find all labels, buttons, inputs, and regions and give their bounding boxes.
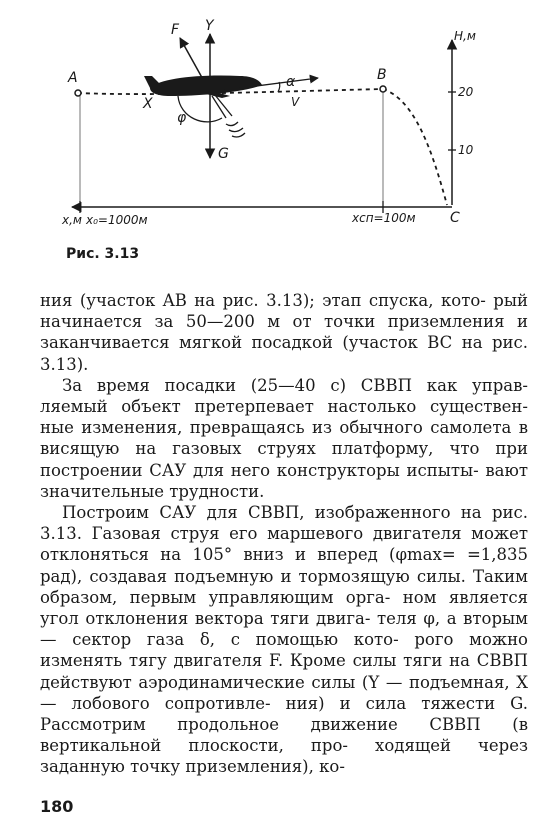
text-line: рого можно изменять тягу двигателя F. Кроме — [40, 630, 528, 671]
label-v: V — [291, 95, 300, 109]
text-line: ные изменения, превращаясь из обычного самолета — [40, 418, 512, 438]
text-line: силы. Таким образом, первым управляющим орга- — [40, 566, 528, 607]
label-y: Y — [205, 18, 214, 34]
label-a: A — [68, 70, 78, 86]
text-line: ном является угол отклонения вектора тяги двига- — [40, 587, 528, 629]
label-x0: x₀=1000м — [86, 213, 148, 227]
paragraph — [40, 375, 528, 502]
text-line: и заканчивается мягкой посадкой (участок BC на — [40, 312, 528, 353]
label-xsp: xсп=100м — [352, 211, 416, 225]
text-line: ния (участок AB на рис. 3.13); этап спуска, кото- — [40, 291, 486, 310]
point-b — [380, 86, 386, 92]
text-line: ляемый объект претерпевает настолько существен- — [40, 397, 528, 417]
label-h-axis: H,м — [454, 29, 476, 43]
label-f: F — [171, 22, 180, 38]
gas-jet — [212, 95, 245, 137]
label-g: G — [218, 146, 229, 162]
paragraph — [40, 502, 528, 778]
paragraph — [40, 290, 528, 375]
text-line: силы (Y — подъемная, X — лобового сопротивле- — [40, 672, 528, 713]
figure-caption: Рис. 3.13 — [66, 246, 140, 262]
point-a — [75, 90, 81, 96]
label-tick-20: 20 — [458, 85, 474, 99]
label-phi: φ — [177, 110, 187, 126]
text-line: теля φ, а вторым — сектор газа δ, с помощью кото- — [40, 609, 528, 650]
label-x-axis: x,м — [62, 213, 82, 227]
text-line: силы тяги на СВВП действуют аэродинамические — [40, 651, 528, 692]
text-line: рис. 3.13). — [40, 333, 529, 374]
page-number: 180 — [40, 797, 74, 816]
text-line: построении САУ для него конструкторы испыты- — [40, 460, 479, 480]
text-line: может отклоняться на 105° вниз и вперед (φmax= — [40, 524, 528, 565]
descent-path-bc — [383, 89, 447, 205]
text-line: движение СВВП (в вертикальной плоскости, про- — [40, 715, 528, 756]
text-line: ходящей через заданную точку приземления), ко- — [40, 736, 529, 777]
figure-3-13 — [0, 0, 535, 240]
body-text — [40, 290, 528, 778]
label-tick-10: 10 — [458, 143, 474, 157]
text-line: =1,835 рад), создавая подъемную и тормозящую — [40, 545, 528, 586]
label-c: C — [450, 210, 460, 226]
label-x: X — [143, 96, 153, 112]
label-alpha: α — [286, 74, 296, 90]
text-line: Построим САУ для СВВП, изображенного на — [62, 503, 482, 523]
text-line: рис. 3.13. Газовая струя его маршевого двигателя — [40, 503, 528, 544]
text-line: ния) и сила тяжести G. Рассмотрим продольное — [40, 693, 528, 735]
text-line: в висящую на газовых струях платформу, что при — [40, 418, 528, 459]
text-line: вают значительные трудности. — [40, 460, 529, 501]
text-line: За время посадки (25—40 с) СВВП как управ- — [62, 375, 528, 395]
label-b: B — [377, 67, 387, 83]
text-line: рый начинается за 50—200 м от точки приземления — [40, 291, 528, 332]
